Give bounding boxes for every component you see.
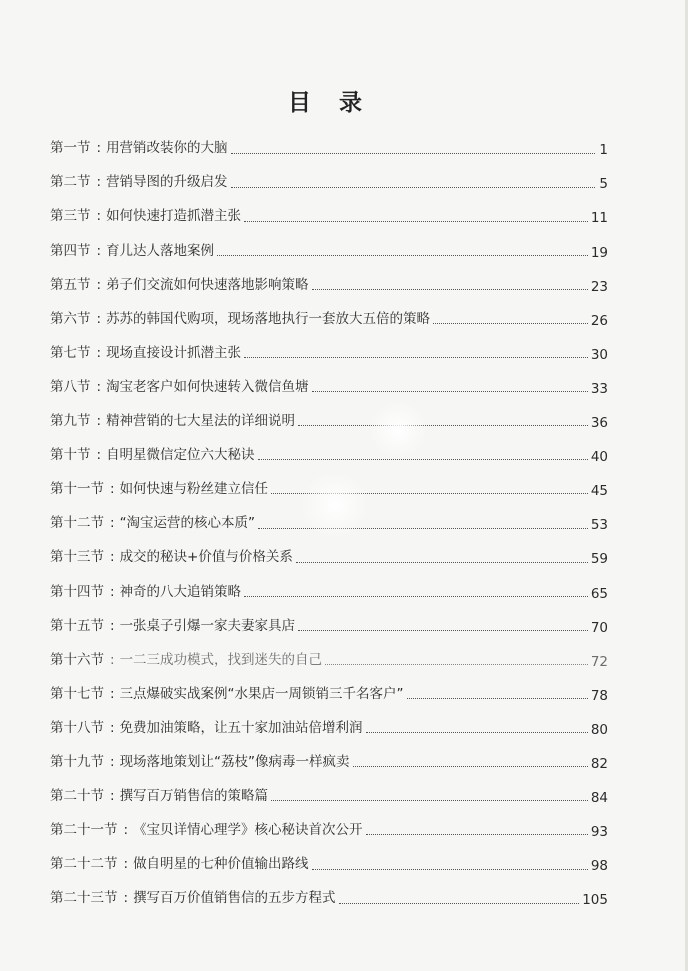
- section-heading: 营销导图的升级启发: [106, 174, 228, 191]
- page-number: 93: [590, 824, 608, 841]
- section-heading: 撰写百万销售信的策略篇: [119, 788, 269, 805]
- section-label: 第一节: [50, 140, 91, 157]
- leader-dots: [244, 357, 588, 358]
- section-label: 第二节: [50, 174, 91, 191]
- section-heading: 神奇的八大追销策略: [119, 583, 242, 600]
- page-number: 98: [590, 858, 608, 875]
- toc-entry: [50, 439, 608, 473]
- leader-dots: [433, 323, 588, 324]
- section-label: 第十一节: [50, 481, 104, 498]
- toc-entry: [50, 712, 608, 746]
- page-number: 105: [582, 892, 608, 909]
- leader-dots: [258, 459, 588, 460]
- section-label: 第十七节: [50, 685, 104, 702]
- section-label: 第三节: [50, 208, 91, 225]
- page-number: 23: [590, 278, 608, 295]
- separator: :: [110, 481, 115, 498]
- page-number: 72: [590, 653, 608, 670]
- page-number: 33: [590, 380, 608, 397]
- section-label: 第十八节: [50, 719, 104, 736]
- toc-entry: [50, 541, 608, 575]
- page-number: 70: [590, 619, 608, 636]
- section-heading: “淘宝运营的核心本质”: [119, 515, 256, 532]
- leader-dots: [366, 732, 588, 733]
- section-heading: 如何快速与粉丝建立信任: [119, 481, 269, 498]
- separator: :: [110, 719, 115, 736]
- section-heading: 苏苏的韩国代购项，现场落地执行一套放大五倍的策略: [106, 310, 431, 327]
- page-number: 19: [590, 244, 608, 261]
- leader-dots: [271, 800, 588, 801]
- separator: :: [96, 140, 102, 157]
- toc-entry: [50, 132, 608, 166]
- toc-entry: [50, 166, 608, 200]
- section-label: 第八节: [50, 378, 91, 395]
- page-number: 84: [590, 790, 608, 807]
- page-number: 82: [590, 755, 608, 772]
- toc-entry: [50, 200, 608, 234]
- page-number: 59: [590, 551, 608, 568]
- toc-entry: [50, 609, 608, 643]
- toc-entry: [50, 302, 608, 336]
- separator: :: [123, 856, 129, 873]
- leader-dots: [339, 903, 580, 904]
- toc-entry: [50, 780, 608, 814]
- section-label: 第六节: [50, 310, 91, 327]
- page-number: 45: [590, 483, 608, 500]
- toc-entry: [50, 746, 608, 780]
- toc-entry: [50, 371, 608, 405]
- separator: :: [96, 276, 102, 293]
- separator: :: [110, 617, 115, 634]
- section-label: 第五节: [50, 276, 91, 293]
- section-label: 第二十一节: [50, 822, 118, 839]
- leader-dots: [217, 255, 588, 256]
- section-heading: 成交的秘诀+价值与价格关系: [119, 549, 293, 566]
- toc-entry: [50, 678, 608, 712]
- separator: :: [96, 208, 102, 225]
- section-label: 第二十二节: [50, 856, 118, 873]
- section-label: 第二十节: [50, 788, 104, 805]
- section-heading: 精神营销的七大星法的详细说明: [106, 413, 296, 430]
- page-title: 目 录: [287, 90, 372, 116]
- page-number: 40: [590, 449, 608, 466]
- separator: :: [110, 685, 115, 702]
- page-number: 30: [590, 346, 608, 363]
- toc-entry: [50, 848, 608, 882]
- section-label: 第十节: [50, 447, 91, 464]
- leader-dots: [312, 391, 588, 392]
- page-number: 36: [590, 415, 608, 432]
- section-label: 第二十三节: [50, 890, 118, 907]
- separator: :: [123, 890, 129, 907]
- section-heading: 一二三成功模式，找到迷失的自己: [119, 651, 323, 668]
- separator: :: [96, 344, 102, 361]
- leader-dots: [244, 596, 588, 597]
- section-label: 第十二节: [50, 515, 104, 532]
- leader-dots: [366, 834, 588, 835]
- leader-dots: [244, 221, 588, 222]
- leader-dots: [407, 698, 588, 699]
- separator: :: [110, 788, 115, 805]
- leader-dots: [312, 869, 588, 870]
- separator: :: [96, 242, 102, 259]
- section-label: 第十五节: [50, 617, 104, 634]
- section-heading: 三点爆破实战案例“水果店一周锁销三千名客户”: [119, 685, 404, 702]
- section-heading: 现场落地策划让“荔枝”像病毒一样疯卖: [119, 753, 350, 770]
- toc-entry: [50, 234, 608, 268]
- section-heading: 自明星微信定位六大秘诀: [106, 447, 255, 464]
- section-label: 第十六节: [50, 651, 104, 668]
- separator: :: [96, 413, 102, 430]
- page-number: 5: [599, 176, 608, 193]
- section-heading: 做自明星的七种价值输出路线: [133, 856, 309, 873]
- toc-entry: [50, 643, 608, 677]
- section-heading: 现场直接设计抓潜主张: [106, 344, 242, 361]
- separator: :: [110, 753, 115, 770]
- separator: :: [110, 515, 115, 532]
- toc-entry: [50, 814, 608, 848]
- page-number: 65: [590, 585, 608, 602]
- leader-dots: [325, 664, 588, 665]
- separator: :: [110, 583, 115, 600]
- toc-entry: [50, 882, 608, 916]
- leader-dots: [231, 187, 595, 188]
- leader-dots: [353, 766, 588, 767]
- section-heading: 淘宝老客户如何快速转入微信鱼塘: [106, 378, 309, 395]
- leader-dots: [312, 289, 588, 290]
- section-heading: 如何快速打造抓潜主张: [106, 208, 242, 225]
- section-heading: 一张桌子引爆一家夫妻家具店: [119, 617, 296, 634]
- separator: :: [96, 310, 102, 327]
- section-heading: 用营销改装你的大脑: [106, 140, 228, 157]
- section-label: 第十九节: [50, 753, 104, 770]
- leader-dots: [298, 630, 588, 631]
- toc-entry: [50, 575, 608, 609]
- section-label: 第九节: [50, 413, 91, 430]
- section-heading: 撰写百万价值销售信的五步方程式: [133, 890, 336, 907]
- section-heading: 《宝贝详情心理学》核心秘诀首次公开: [133, 822, 363, 839]
- separator: :: [96, 447, 102, 464]
- toc-entry: [50, 337, 608, 371]
- leader-dots: [298, 425, 588, 426]
- page-number: 53: [590, 517, 608, 534]
- scan-blur-mark: [300, 470, 370, 540]
- separator: :: [96, 174, 102, 191]
- page-number: 80: [590, 721, 608, 738]
- page-number: 1: [599, 142, 608, 159]
- separator: :: [96, 378, 102, 395]
- toc-entry: [50, 268, 608, 302]
- section-label: 第七节: [50, 344, 91, 361]
- section-label: 第十四节: [50, 583, 104, 600]
- leader-dots: [231, 153, 595, 154]
- section-label: 第十三节: [50, 549, 104, 566]
- section-heading: 弟子们交流如何快速落地影响策略: [106, 276, 309, 293]
- scan-blur-mark: [368, 400, 428, 460]
- separator: :: [110, 549, 115, 566]
- section-label: 第四节: [50, 242, 91, 259]
- page-number: 78: [590, 687, 608, 704]
- separator: :: [110, 651, 115, 668]
- toc-entry: [50, 405, 608, 439]
- section-heading: 育儿达人落地案例: [106, 242, 215, 259]
- separator: :: [123, 822, 129, 839]
- page-number: 11: [590, 210, 608, 227]
- leader-dots: [296, 562, 588, 563]
- section-heading: 免费加油策略，让五十家加油站倍增利润: [119, 719, 363, 736]
- page-number: 26: [590, 312, 608, 329]
